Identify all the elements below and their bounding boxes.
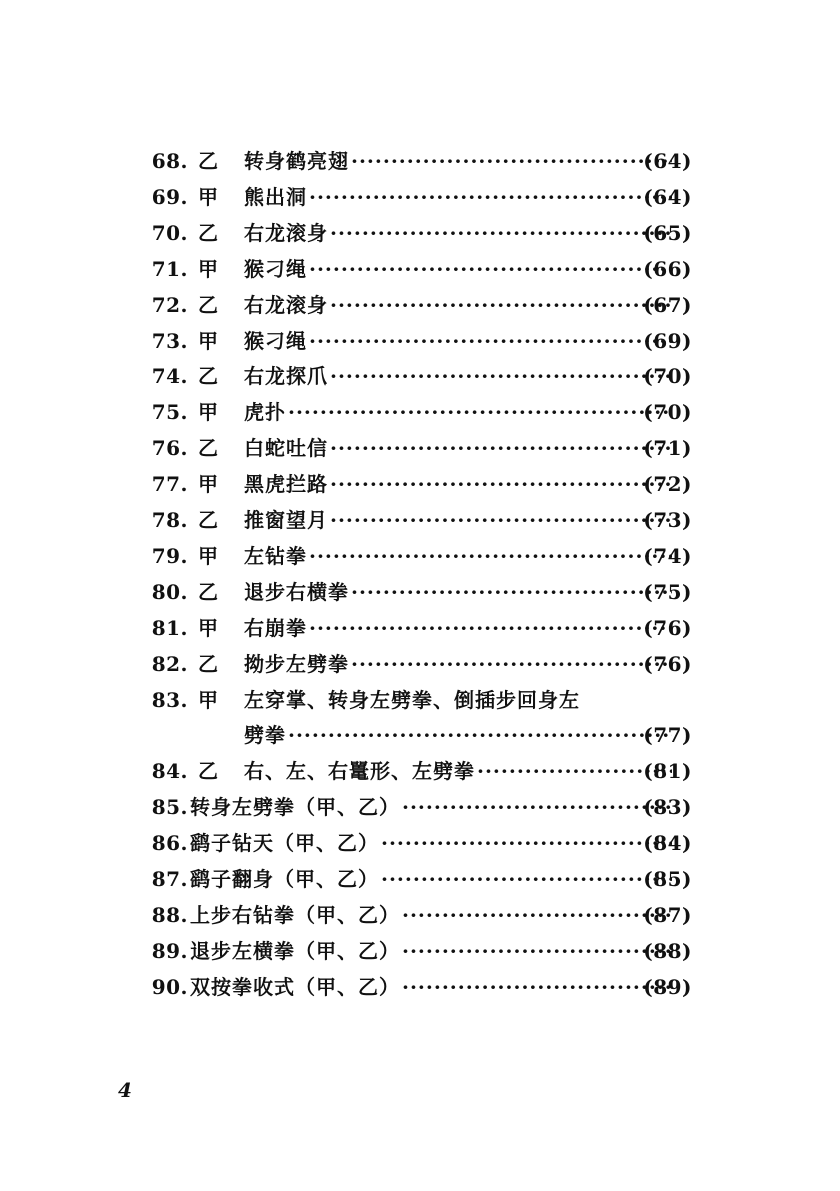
entry-page: (70) — [643, 400, 692, 425]
entry-role: 乙 — [198, 508, 218, 532]
entry-title-line — [244, 218, 678, 248]
entry-title: 劈拳 — [244, 723, 286, 748]
entry-number: 74. — [151, 364, 188, 389]
dot-leader — [309, 254, 672, 284]
entry-number: 90. — [151, 974, 188, 999]
entry-title: 转身鹤亮翅 — [244, 149, 349, 173]
entry-title: 左穿掌、转身左劈拳、倒插步回身左 — [244, 687, 580, 712]
toc-entry — [0, 936, 840, 966]
toc-entry — [0, 146, 840, 176]
entry-number: 76. — [151, 436, 188, 461]
dot-leader — [309, 326, 672, 356]
entry-page: (69) — [643, 328, 692, 353]
entry-title-line — [190, 900, 678, 930]
entry-number: 78. — [151, 508, 188, 532]
page-number: 4 — [118, 1078, 132, 1102]
entry-page: (71) — [643, 436, 692, 461]
entry-role: 乙 — [198, 759, 218, 784]
entry-title-line — [244, 469, 678, 499]
entry-title-line — [244, 433, 678, 463]
toc-entry — [0, 972, 840, 1002]
dot-leader — [288, 720, 672, 750]
entry-number: 81. — [151, 615, 188, 640]
entry-page: (89) — [643, 974, 692, 999]
entry-title: 上步右钻拳（甲、乙） — [190, 902, 400, 927]
entry-title: 右龙滚身 — [244, 220, 328, 245]
entry-title-line — [244, 685, 580, 715]
entry-title: 虎扑 — [244, 400, 286, 425]
toc-entry — [0, 326, 840, 356]
entry-number: 86. — [151, 831, 188, 856]
entry-title-line — [244, 182, 678, 212]
dot-leader — [330, 361, 672, 391]
entry-role: 甲 — [198, 184, 218, 209]
entry-role: 甲 — [198, 472, 218, 497]
entry-page: (83) — [643, 795, 692, 820]
toc-entry — [0, 361, 840, 391]
entry-role: 乙 — [198, 436, 218, 461]
entry-title: 推窗望月 — [244, 508, 328, 532]
dot-leader — [330, 433, 672, 463]
entry-role: 甲 — [198, 687, 218, 712]
entry-number: 80. — [151, 579, 188, 604]
entry-page: (87) — [643, 902, 692, 927]
entry-page: (74) — [643, 543, 692, 568]
entry-title: 转身左劈拳（甲、乙） — [190, 795, 400, 820]
entry-title: 熊出洞 — [244, 184, 307, 209]
toc-entry — [0, 505, 840, 535]
entry-title: 鹞子翻身（甲、乙） — [190, 867, 379, 891]
entry-title-line — [190, 792, 678, 822]
entry-title-line — [190, 864, 678, 894]
entry-number: 89. — [151, 938, 188, 963]
toc-entry — [0, 720, 840, 750]
entry-title-line — [244, 254, 678, 284]
entry-number: 75. — [151, 400, 188, 425]
entry-page: (81) — [643, 759, 692, 784]
entry-number: 73. — [151, 328, 188, 353]
dot-leader — [351, 577, 672, 607]
dot-leader — [288, 397, 672, 427]
dot-leader — [330, 469, 672, 499]
entry-title-line — [244, 541, 678, 571]
entry-number: 68. — [151, 149, 188, 173]
entry-number: 84. — [151, 759, 188, 784]
dot-leader — [309, 613, 672, 643]
dot-leader — [330, 218, 672, 248]
dot-leader — [330, 290, 672, 320]
toc-entry — [0, 218, 840, 248]
entry-title: 白蛇吐信 — [244, 436, 328, 461]
entry-title-line — [244, 361, 678, 391]
entry-number: 82. — [151, 651, 188, 676]
entry-title-line — [244, 505, 678, 535]
entry-title-line — [244, 146, 678, 176]
entry-title: 右崩拳 — [244, 615, 307, 640]
entry-page: (73) — [643, 508, 692, 532]
entry-title: 双按拳收式（甲、乙） — [190, 974, 400, 999]
entry-title: 拗步左劈拳 — [244, 651, 349, 676]
toc-entry — [0, 433, 840, 463]
entry-title: 黑虎拦路 — [244, 472, 328, 497]
toc-entry — [0, 900, 840, 930]
entry-title: 鹞子钻天（甲、乙） — [190, 831, 379, 856]
entry-page: (76) — [643, 615, 692, 640]
entry-role: 乙 — [198, 651, 218, 676]
dot-leader — [351, 649, 672, 679]
dot-leader — [309, 541, 672, 571]
entry-title: 退步右横拳 — [244, 579, 349, 604]
entry-page: (88) — [643, 938, 692, 963]
entry-title: 右龙探爪 — [244, 364, 328, 389]
entry-title: 右龙滚身 — [244, 292, 328, 317]
toc-entry — [0, 613, 840, 643]
toc-entry — [0, 182, 840, 212]
entry-role: 甲 — [198, 400, 218, 425]
entry-title: 左钻拳 — [244, 543, 307, 568]
toc-entry — [0, 828, 840, 858]
entry-title-line — [190, 972, 678, 1002]
entry-title-line — [244, 290, 678, 320]
entry-title-line — [190, 936, 678, 966]
entry-title: 右、左、右鼍形、左劈拳 — [244, 759, 475, 784]
entry-title: 猴刁绳 — [244, 328, 307, 353]
toc-entry — [0, 756, 840, 786]
entry-role: 甲 — [198, 543, 218, 568]
entry-number: 87. — [151, 867, 188, 891]
dot-leader — [381, 864, 672, 894]
entry-page: (85) — [643, 867, 692, 891]
entry-page: (66) — [643, 256, 692, 281]
toc-entry — [0, 397, 840, 427]
entry-title-line — [244, 397, 678, 427]
entry-page: (70) — [643, 364, 692, 389]
entry-page: (76) — [643, 651, 692, 676]
entry-role: 乙 — [198, 149, 218, 173]
toc-entry — [0, 469, 840, 499]
entry-number: 77. — [151, 472, 188, 497]
entry-title: 退步左横拳（甲、乙） — [190, 938, 400, 963]
toc-entry — [0, 541, 840, 571]
dot-leader — [351, 146, 672, 176]
entry-title-line — [244, 326, 678, 356]
entry-page: (72) — [643, 472, 692, 497]
entry-page: (67) — [643, 292, 692, 317]
entry-number: 83. — [151, 687, 188, 712]
entry-number: 79. — [151, 543, 188, 568]
toc-entry — [0, 254, 840, 284]
entry-number: 88. — [151, 902, 188, 927]
entry-title: 猴刁绳 — [244, 256, 307, 281]
toc-entry — [0, 290, 840, 320]
entry-title-line — [244, 756, 678, 786]
entry-page: (64) — [643, 149, 692, 173]
toc-entry — [0, 685, 840, 715]
entry-number: 70. — [151, 220, 188, 245]
toc-entry — [0, 649, 840, 679]
entry-role: 甲 — [198, 256, 218, 281]
entry-page: (65) — [643, 220, 692, 245]
entry-page: (75) — [643, 579, 692, 604]
entry-number: 71. — [151, 256, 188, 281]
entry-number: 72. — [151, 292, 188, 317]
dot-leader — [330, 505, 672, 535]
entry-role: 甲 — [198, 328, 218, 353]
entry-role: 乙 — [198, 220, 218, 245]
entry-page: (84) — [643, 831, 692, 856]
entry-page: (77) — [643, 723, 692, 748]
entry-role: 乙 — [198, 292, 218, 317]
toc-entry — [0, 577, 840, 607]
entry-number: 69. — [151, 184, 188, 209]
entry-title-line — [244, 613, 678, 643]
entry-title-line — [244, 577, 678, 607]
dot-leader — [309, 182, 672, 212]
entry-role: 乙 — [198, 364, 218, 389]
toc-entry — [0, 792, 840, 822]
entry-role: 甲 — [198, 615, 218, 640]
entry-number: 85. — [151, 795, 188, 820]
toc-entry — [0, 864, 840, 894]
dot-leader — [381, 828, 672, 858]
entry-page: (64) — [643, 184, 692, 209]
entry-title-line — [190, 828, 678, 858]
entry-title-line — [244, 649, 678, 679]
entry-title-line — [244, 720, 678, 750]
entry-role: 乙 — [198, 579, 218, 604]
